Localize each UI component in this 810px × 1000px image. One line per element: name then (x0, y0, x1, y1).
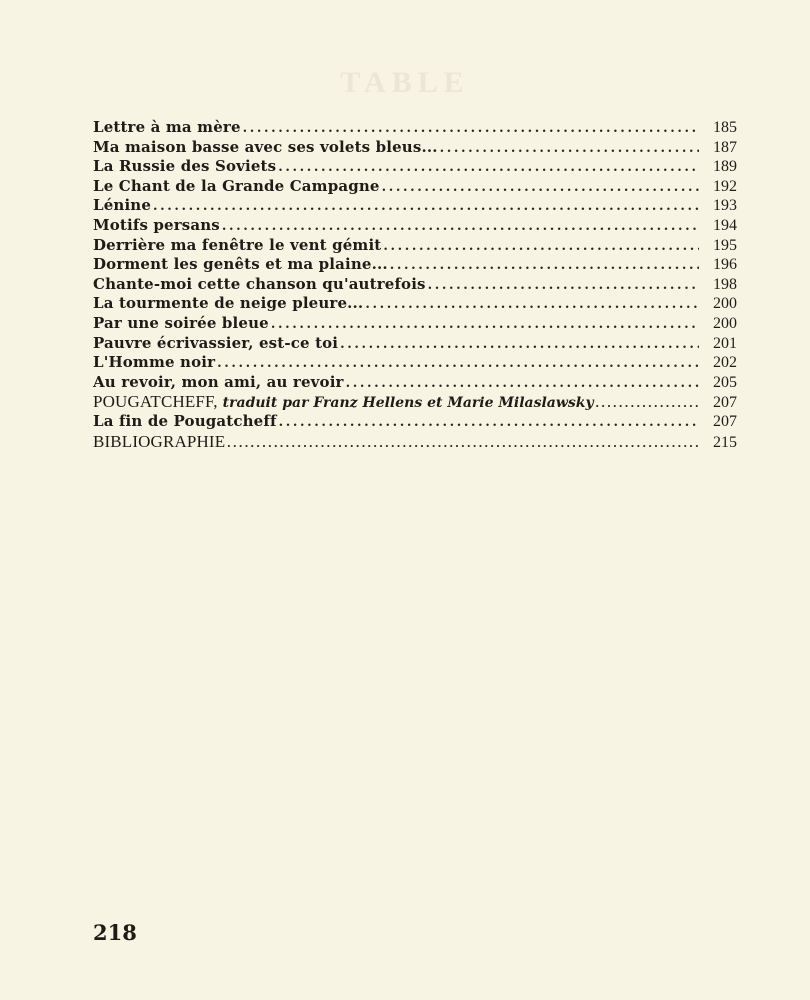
toc-entry-title: POUGATCHEFF, (93, 392, 218, 412)
toc-entry-title: Lénine (93, 196, 152, 215)
toc-entry-title: Dorment les genêts et ma plaine... (93, 255, 388, 274)
toc-entry-page: 187 (713, 138, 737, 156)
toc-entry-title: L'Homme noir (93, 353, 216, 372)
toc-entry-title: La fin de Pougatcheff (93, 411, 277, 430)
toc-entry-title: Chante-moi cette chanson qu'autrefois (93, 274, 426, 293)
toc-entry-page: 189 (713, 158, 737, 176)
toc-leader-dots (382, 178, 699, 198)
toc-entry-title: La tourmente de neige pleure... (93, 294, 364, 313)
toc-leader-dots (596, 393, 699, 413)
toc-entry[interactable] (93, 216, 737, 236)
toc-entry-title: Lettre à ma mère (93, 118, 241, 136)
toc-entry-page: 200 (713, 314, 737, 332)
toc-entry-title: Motifs persans (93, 215, 220, 234)
toc-entry-page: 215 (713, 433, 737, 451)
toc-entry-title: Le Chant de la Grande Campagne (93, 176, 380, 195)
toc-entry[interactable] (93, 294, 737, 314)
toc-entry[interactable] (93, 314, 737, 334)
toc-entry[interactable] (93, 196, 737, 216)
page-number: 218 (93, 920, 137, 945)
toc-leader-dots (365, 295, 699, 315)
toc-leader-dots (383, 237, 699, 257)
toc-entry-title: BIBLIOGRAPHIE (93, 431, 226, 451)
toc-entry[interactable] (93, 177, 737, 197)
toc-leader-dots (271, 315, 699, 335)
toc-entry[interactable] (93, 275, 737, 295)
toc-entry-page: 192 (713, 177, 737, 195)
toc-entry[interactable] (93, 255, 737, 275)
toc-leader-dots (346, 374, 699, 394)
toc-leader-dots (217, 354, 699, 374)
toc-entry-page: 201 (713, 334, 737, 352)
toc-entry[interactable] (93, 138, 737, 158)
toc-entry[interactable] (93, 334, 737, 354)
toc-entry-section[interactable] (93, 432, 737, 452)
toc-entry-title: Ma maison basse avec ses volets bleus... (93, 137, 438, 156)
toc-entry-page: 200 (713, 295, 737, 313)
toc-entry-page: 205 (713, 373, 737, 391)
toc-entry-page: 198 (713, 275, 737, 293)
toc-entry[interactable] (93, 118, 737, 138)
toc-entry[interactable] (93, 373, 737, 393)
toc-leader-dots (222, 217, 699, 237)
toc-leader-dots (390, 256, 699, 276)
toc-entry-title: Par une soirée bleue (93, 313, 269, 332)
toc-entry-page: 185 (713, 119, 737, 136)
toc-entry-credit: traduit par Franz Hellens et Marie Milaslawsky (222, 395, 594, 412)
toc-entry-page: 193 (713, 197, 737, 215)
table-of-contents (93, 118, 737, 451)
toc-entry-page: 207 (713, 412, 737, 430)
toc-entry-page: 207 (713, 394, 737, 412)
toc-entry-title: Pauvre écrivassier, est-ce toi (93, 333, 339, 352)
toc-leader-dots (279, 413, 699, 433)
toc-leader-dots (227, 433, 699, 453)
toc-leader-dots (153, 197, 699, 217)
toc-entry-title: Derrière ma fenêtre le vent gémit (93, 235, 382, 254)
toc-entry-page: 195 (713, 236, 737, 254)
toc-leader-dots (440, 139, 699, 159)
toc-leader-dots (340, 335, 699, 355)
toc-leader-dots (428, 276, 699, 296)
toc-entry[interactable] (93, 412, 737, 432)
toc-entry[interactable] (93, 157, 737, 177)
toc-entry-title: Au revoir, mon ami, au revoir (93, 372, 344, 391)
bleed-through-heading: TABLE (340, 66, 470, 99)
toc-leader-dots (278, 158, 699, 178)
toc-entry-page: 202 (713, 354, 737, 372)
toc-entry-title: La Russie des Soviets (93, 157, 277, 176)
toc-entry-page: 196 (713, 256, 737, 274)
toc-entry[interactable] (93, 353, 737, 373)
toc-leader-dots (243, 119, 699, 139)
toc-entry-page: 194 (713, 216, 737, 234)
toc-entry-section[interactable] (93, 392, 737, 412)
toc-entry[interactable] (93, 236, 737, 256)
